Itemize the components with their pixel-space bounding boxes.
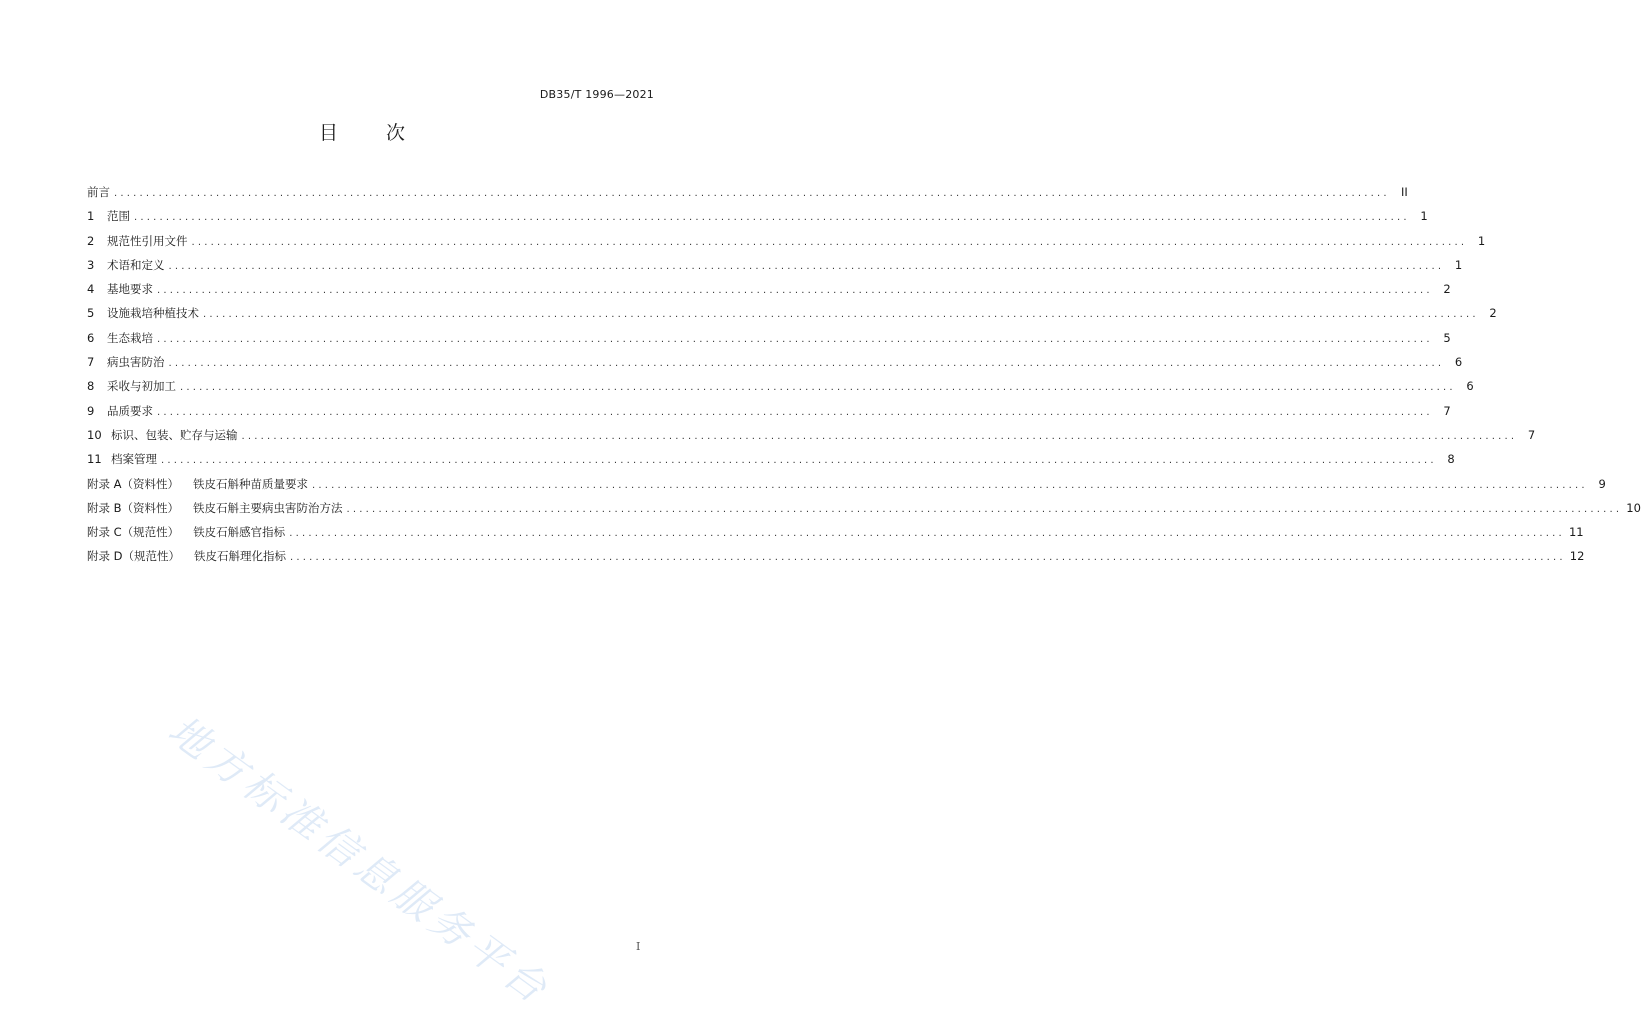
toc-entry[interactable] <box>87 277 1451 301</box>
page-title <box>0 118 724 145</box>
toc-entry-number: 6 <box>87 330 95 345</box>
toc-entry-category: （规范性） <box>121 525 180 540</box>
toc-entry-page: 6 <box>1466 379 1474 394</box>
toc-entry[interactable] <box>87 301 1497 325</box>
toc-entry[interactable] <box>87 496 1641 520</box>
toc-entry-page: 1 <box>1454 257 1463 272</box>
toc-entry[interactable] <box>87 544 1585 568</box>
toc-entry[interactable] <box>87 520 1584 544</box>
toc-entry-number: 8 <box>87 379 95 394</box>
toc-entry-page: 7 <box>1527 427 1536 442</box>
toc-leader-dots: ........................................................................................................................................................................................................ <box>168 358 1445 370</box>
standard-code: DB35/T 1996—2021 <box>539 88 654 101</box>
page-number: I <box>636 940 641 953</box>
toc-entry-label: 标识、包装、贮存与运输 <box>111 427 238 442</box>
toc-entry[interactable] <box>87 253 1463 277</box>
toc-entry-number: 5 <box>87 306 95 321</box>
toc-entry-label: 铁皮石斛主要病虫害防治方法 <box>193 500 343 515</box>
toc-leader-dots: ........................................................................................................................................................................................................ <box>312 479 1588 491</box>
toc-entry[interactable] <box>87 180 1408 204</box>
toc-leader-dots: ........................................................................................................................................................................................................ <box>241 430 1518 442</box>
toc-leader-dots: ........................................................................................................................................................................................................ <box>161 455 1437 467</box>
toc-entry[interactable] <box>87 447 1455 471</box>
toc-entry[interactable] <box>87 374 1474 398</box>
toc-entry-page: 5 <box>1443 330 1451 345</box>
toc-leader-dots: ........................................................................................................................................................................................................ <box>157 285 1433 297</box>
toc-entry-category: （资料性） <box>121 476 180 491</box>
toc-entry-label: 基地要求 <box>107 282 153 297</box>
toc-entry-category: （规范性） <box>122 549 181 564</box>
toc-entry[interactable] <box>87 326 1451 350</box>
toc-entry-label: 生态栽培 <box>107 330 153 345</box>
toc-entry-page: 6 <box>1454 355 1463 370</box>
toc-leader-dots: ........................................................................................................................................................................................................ <box>346 503 1623 515</box>
toc-entry[interactable] <box>87 399 1451 423</box>
toc-leader-dots: ........................................................................................................................................................................................................ <box>157 333 1433 345</box>
table-of-contents <box>87 180 1641 569</box>
toc-entry-page: 10 <box>1626 500 1641 515</box>
title-char-1: 目 <box>318 122 338 144</box>
toc-entry-label: 范围 <box>107 209 130 224</box>
toc-entry-number: 附录 D <box>87 549 123 564</box>
toc-entry-page: 11 <box>1568 525 1584 540</box>
toc-entry-label: 采收与初加工 <box>107 379 176 394</box>
toc-entry-page: 1 <box>1477 233 1486 248</box>
toc-entry-label: 铁皮石斛理化指标 <box>194 549 287 564</box>
toc-entry[interactable] <box>87 423 1536 447</box>
toc-entry-number: 7 <box>87 355 95 370</box>
toc-entry-page: 2 <box>1489 306 1497 321</box>
toc-leader-dots: ........................................................................................................................................................................................................ <box>157 406 1433 418</box>
toc-entry-label: 档案管理 <box>111 452 157 467</box>
toc-leader-dots: ........................................................................................................................................................................................................ <box>290 552 1566 564</box>
toc-entry-number: 附录 A <box>87 476 122 491</box>
toc-entry-label: 规范性引用文件 <box>107 233 188 248</box>
toc-entry-number: 附录 B <box>87 500 122 515</box>
title-char-2: 次 <box>386 122 406 144</box>
toc-entry-page: 9 <box>1598 476 1606 491</box>
toc-leader-dots: ........................................................................................................................................................................................................ <box>180 382 1456 394</box>
toc-entry-number: 1 <box>87 209 95 224</box>
toc-entry-label: 病虫害防治 <box>107 355 165 370</box>
toc-leader-dots: ........................................................................................................................................................................................................ <box>168 260 1445 272</box>
toc-leader-dots: ........................................................................................................................................................................................................ <box>134 212 1410 224</box>
toc-entry-page: 1 <box>1420 209 1428 224</box>
toc-entry-page: 12 <box>1569 549 1585 564</box>
toc-leader-dots: ........................................................................................................................................................................................................ <box>203 309 1479 321</box>
toc-entry-number: 3 <box>87 257 95 272</box>
toc-leader-dots: ........................................................................................................................................................................................................ <box>289 528 1565 540</box>
toc-entry[interactable] <box>87 350 1463 374</box>
toc-entry-number: 10 <box>87 427 102 442</box>
toc-entry-label: 术语和定义 <box>107 257 165 272</box>
watermark: 地方标准信息服务平台 <box>159 707 559 1015</box>
toc-entry-page: II <box>1400 185 1408 199</box>
toc-entry[interactable] <box>87 204 1428 228</box>
toc-entry[interactable] <box>87 229 1486 253</box>
toc-entry-number: 4 <box>87 282 95 297</box>
toc-entry-number: 2 <box>87 233 95 248</box>
toc-entry-label: 品质要求 <box>107 403 153 418</box>
toc-entry-label: 铁皮石斛种苗质量要求 <box>193 476 309 491</box>
toc-entry-number: 9 <box>87 403 95 418</box>
toc-entry-number: 附录 C <box>87 525 122 540</box>
toc-entry-label: 铁皮石斛感官指标 <box>193 525 286 540</box>
toc-entry-page: 2 <box>1443 282 1451 297</box>
toc-entry-label: 设施栽培种植技术 <box>107 306 199 321</box>
toc-leader-dots: ........................................................................................................................................................................................................ <box>114 188 1390 199</box>
toc-entry-category: （资料性） <box>121 500 180 515</box>
toc-entry[interactable] <box>87 472 1606 496</box>
toc-entry-label: 前言 <box>87 185 110 199</box>
toc-entry-page: 8 <box>1447 452 1455 467</box>
toc-entry-number: 11 <box>87 452 102 467</box>
toc-leader-dots: ........................................................................................................................................................................................................ <box>191 236 1468 248</box>
toc-entry-page: 7 <box>1443 403 1451 418</box>
